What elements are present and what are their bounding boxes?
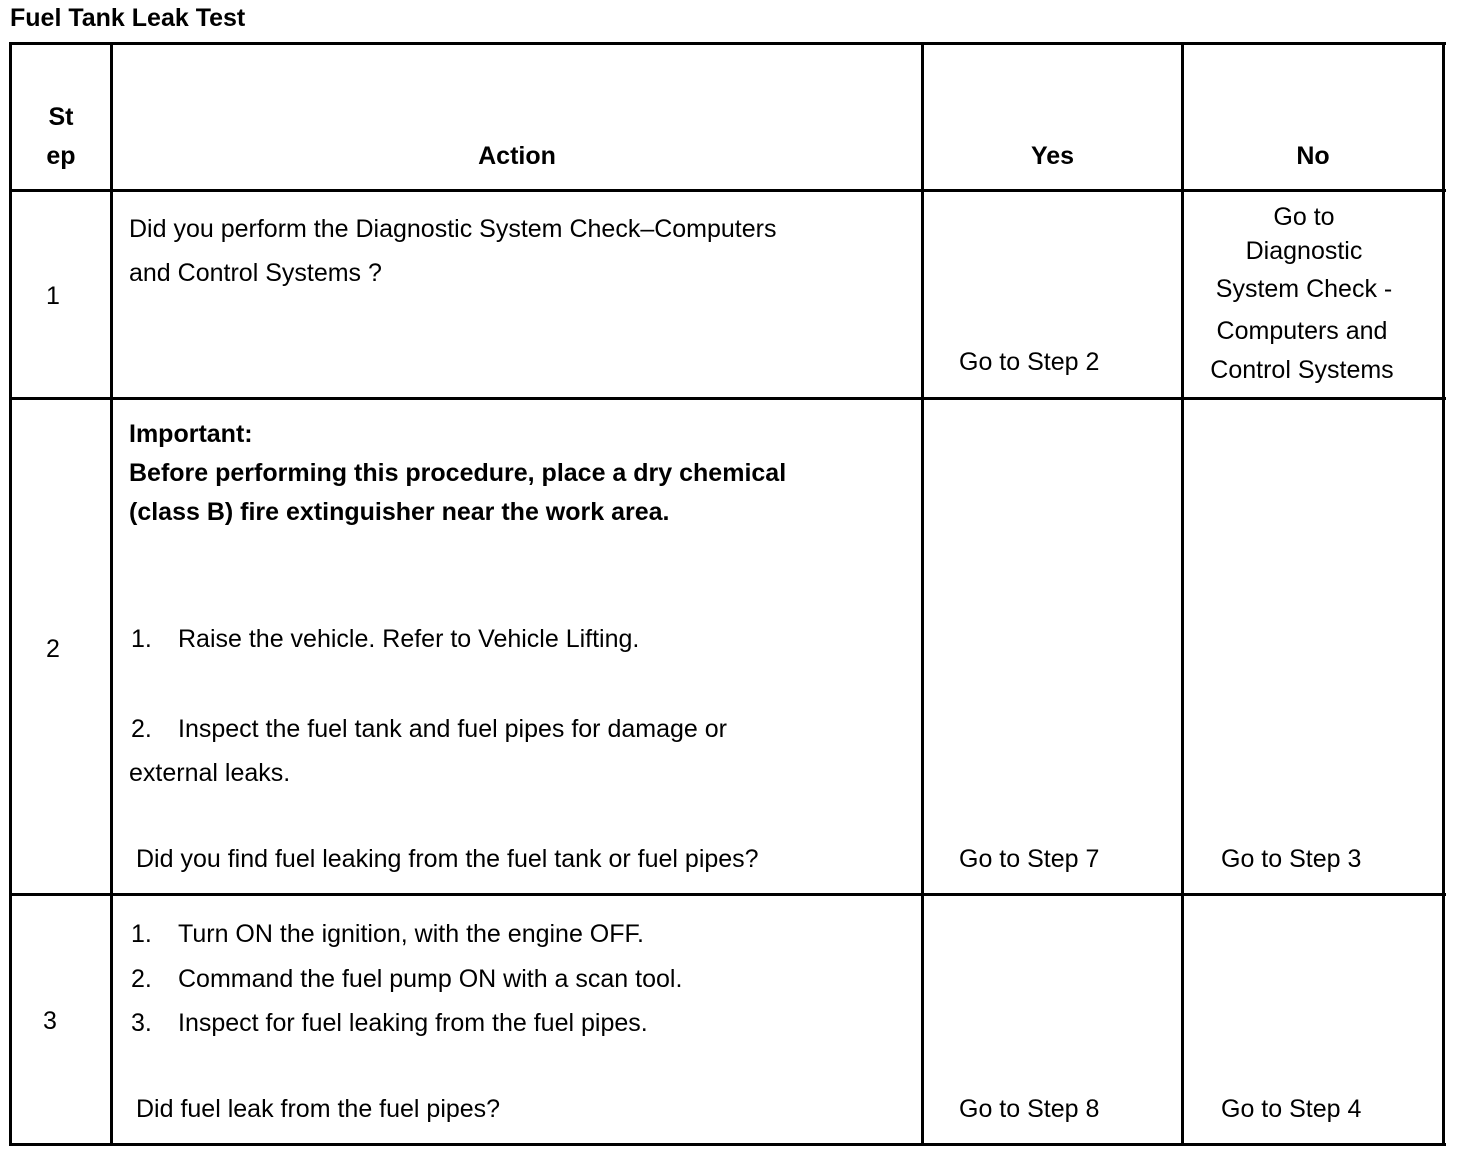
list-item-number: 2. [131,715,152,743]
yes-result: Go to Step 2 [959,348,1100,376]
list-item-number: 3. [131,1009,152,1037]
table-border-left [9,42,12,1146]
table-border-bottom [9,1143,1446,1146]
no-result: Go to Step 4 [1221,1095,1362,1123]
table-border-top [9,42,1446,45]
list-item-text: Inspect the fuel tank and fuel pipes for damage or [178,715,727,743]
header-step-line2: ep [46,142,76,170]
step-number: 3 [43,1007,57,1035]
header-action: Action [478,142,556,170]
table-border-right [1442,42,1445,1146]
list-item-text: Raise the vehicle. Refer to Vehicle Lifting. [178,625,640,653]
list-item-number: 1. [131,920,152,948]
header-divider [9,189,1446,192]
important-note: (class B) fire extinguisher near the work area. [129,498,670,526]
list-item [131,714,727,744]
list-item [131,624,639,654]
no-result: Control Systems [1210,356,1394,384]
column-divider [110,42,113,1146]
list-item-number: 2. [131,965,152,993]
header-no: No [1296,142,1330,170]
yes-result: Go to Step 7 [959,845,1100,873]
no-result: Go to Step 3 [1221,845,1362,873]
action-text: and Control Systems ? [129,259,382,287]
question-text: Did fuel leak from the fuel pipes? [136,1095,501,1123]
step-number: 2 [46,635,60,663]
list-item [131,964,682,994]
list-item-number: 1. [131,625,152,653]
list-item [131,1008,648,1038]
no-result: System Check - [1215,275,1393,303]
no-result: Go to [1273,203,1335,231]
list-item [131,919,644,949]
row-divider [9,893,1446,896]
action-text: Did you perform the Diagnostic System Check–Computers [129,215,777,243]
list-item-continuation: external leaks. [129,759,291,787]
important-label: Important: [129,420,253,448]
important-note: Before performing this procedure, place a dry chemical [129,459,787,487]
list-item-text: Inspect for fuel leaking from the fuel pipes. [178,1009,648,1037]
no-result: Computers and [1216,317,1388,345]
document-title: Fuel Tank Leak Test [10,4,246,32]
column-divider [921,42,924,1146]
question-text: Did you find fuel leaking from the fuel tank or fuel pipes? [136,845,759,873]
header-step-line1: St [48,103,74,131]
header-yes: Yes [1030,142,1075,170]
list-item-text: Command the fuel pump ON with a scan tool. [178,965,683,993]
list-item-text: Turn ON the ignition, with the engine OFF. [178,920,644,948]
step-number: 1 [46,282,60,310]
yes-result: Go to Step 8 [959,1095,1100,1123]
row-divider [9,397,1446,400]
no-result: Diagnostic [1245,237,1363,265]
